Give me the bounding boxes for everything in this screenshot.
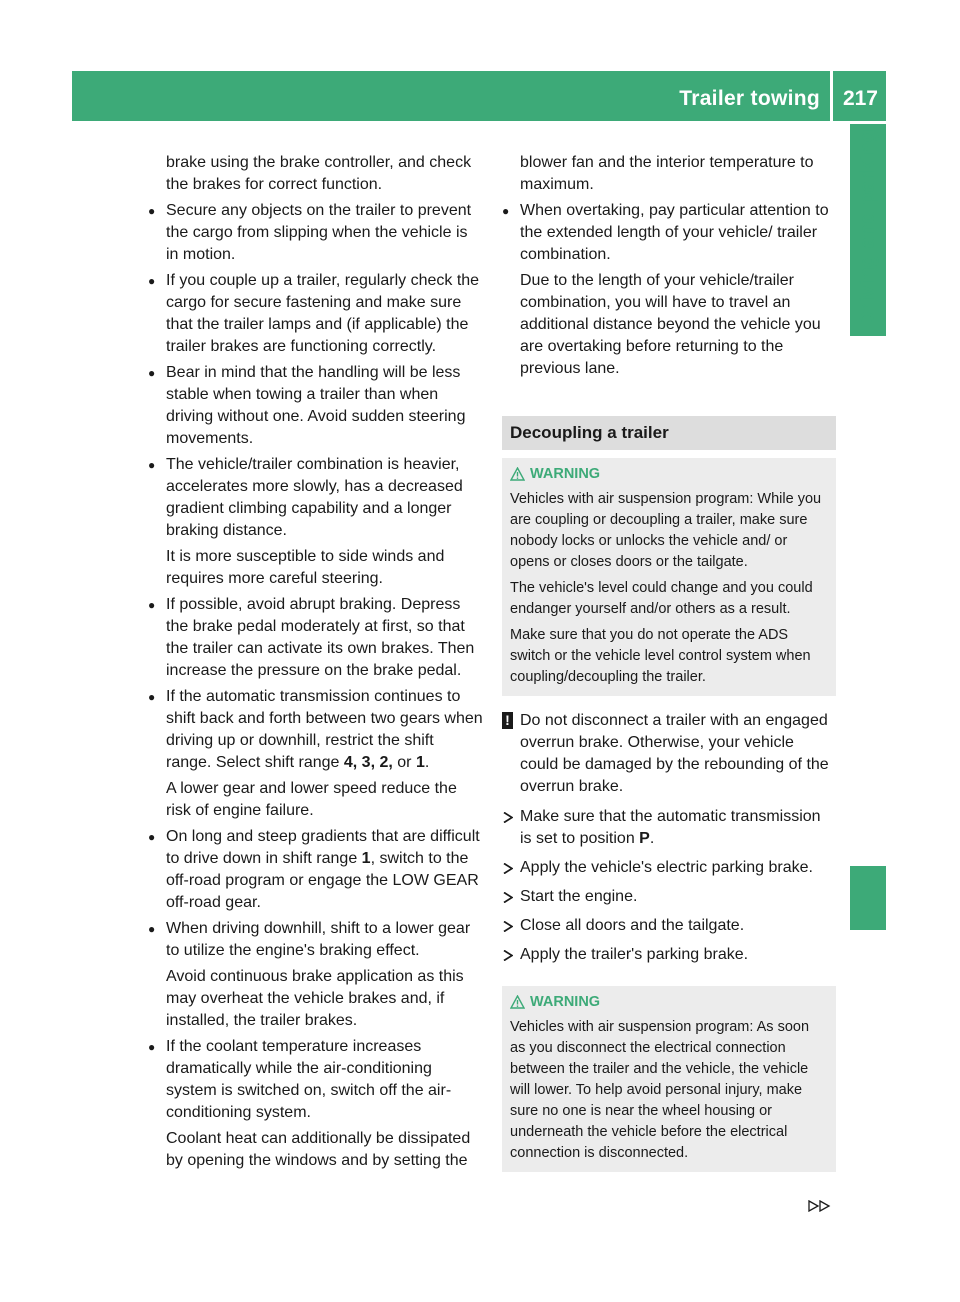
warning-header [510,464,828,485]
instruction-step: Apply the vehicle's electric parking brake. [502,857,836,879]
step-arrow-icon [503,921,513,932]
list-item-note: Due to the length of your vehicle/trailer combination, you will have to travel an additional distance beyond the vehicle you are overtaking before returning to the previous lane. [520,272,821,377]
list-item: ● When overtaking, pay particular attention to the extended length of your vehicle/ trailer combination. Due to the length of your vehicle/trailer combination, you will have to travel an additional distance beyond the vehicle you are overtaking before returning to the previous lane. [502,200,836,380]
instruction-step: Start the engine. [502,886,836,908]
intro-line: brake using the brake controller, and check [166,154,472,171]
exclamation-icon: ! [502,712,513,729]
list-item: ● If you couple up a trailer, regularly check the cargo for secure fastening and make sure that the trailer lamps and (if applicable) the trailer brakes are functioning correctly. [148,270,483,358]
list-item-note: Avoid continuous brake application as this may overheat the vehicle brakes and, if installed, the trailer brakes. [166,968,464,1029]
step-arrow-icon [503,863,513,874]
header-bar [72,71,886,121]
list-item-text: If the coolant temperature increases dramatically while the air-conditioning system is switched on, switch off the air-conditioning system. [166,1038,452,1121]
warning-box [502,458,836,696]
list-item-note: Coolant heat can additionally be dissipated by opening the windows and by setting the [166,1130,471,1169]
list-item: ● The vehicle/trailer combination is heavier, accelerates more slowly, has a decreased gradient climbing capability and a longer braking distance. It is more susceptible to side winds and requires more careful steering. [148,454,483,590]
step-arrow-icon [503,892,513,903]
left-column [148,152,483,1176]
list-item: ● If the coolant temperature increases dramatically while the air-conditioning system is switched on, switch off the air-conditioning system. Coolant heat can additionally be dissipated by opening the windows and by setting the [148,1036,483,1172]
list-item: ● When driving downhill, shift to a lower gear to utilize the engine's braking effect. Avoid continuous brake application as this may overheat the vehicle brakes and, if installed, the trailer brakes. [148,918,483,1032]
notice [502,710,836,798]
list-item-text: Bear in mind that the handling will be less stable when towing a trailer than when driving without one. Avoid sudden steering movements. [166,364,466,447]
step-arrow-icon [503,812,513,823]
list-item: ● If the automatic transmission continues to shift back and forth between two gears when driving up or downhill, restrict the shift range. Select shift range 4, 3, 2, or 1. A lower gear and lower speed reduce the risk of engine failure. [148,686,483,822]
continued-text: blower fan and the interior temperature to maximum. [520,154,814,193]
list-item-text: If the automatic transmission continues to shift back and forth between two gears when driving up or downhill, restrict the shift range. Select shift range 4, 3, 2, or 1. [166,688,483,771]
section-heading: Decoupling a trailer [502,416,836,450]
list-item-text: If possible, avoid abrupt braking. Depress the brake pedal moderately at first, so that the trailer can activate its own brakes. Then increase the pressure on the brake pedal. [166,596,475,679]
instruction-step: Close all doors and the tailgate. [502,915,836,937]
list-item-text: If you couple up a trailer, regularly check the cargo for secure fastening and make sure that the trailer lamps and (if applicable) the trailer brakes are functioning correctly. [166,272,480,355]
list-item-text: On long and steep gradients that are difficult to drive down in shift range 1, switch to the off-road program or engage the LOW GEAR off-road gear. [166,828,480,911]
list-item: ● On long and steep gradients that are difficult to drive down in shift range 1, switch to the off-road program or engage the LOW GEAR off-road gear. [148,826,483,914]
list-item-note: It is more susceptible to side winds and requires more careful steering. [166,548,445,587]
warning-text: Vehicles with air suspension program: While you are coupling or decoupling a trailer, make sure nobody locks or unlocks the vehicle and/ or opens or closes doors or the tailgate. [510,491,822,570]
list-item: ● If possible, avoid abrupt braking. Depress the brake pedal moderately at first, so that the trailer can activate its own brakes. Then increase the pressure on the brake pedal. [148,594,483,682]
instruction-step: Make sure that the automatic transmission is set to position P. [502,806,836,850]
continued-text [148,152,483,196]
list-item-text: When driving downhill, shift to a lower gear to utilize the engine's braking effect. [166,920,471,959]
instruction-step: Apply the trailer's parking brake. [502,944,836,966]
warning-label: WARNING [530,466,601,482]
list-item: ● Bear in mind that the handling will be less stable when towing a trailer than when driving without one. Avoid sudden steering movements. [148,362,483,450]
step-arrow-icon [503,950,513,961]
section-title: Trailer towing [679,87,820,110]
list-item-text: Secure any objects on the trailer to prevent the cargo from slipping when the vehicle is in motion. [166,202,472,263]
warning-text: The vehicle's level could change and you could endanger yourself and/or others as a result. [510,580,813,617]
page-number: 217 [842,87,878,110]
chapter-marker [850,866,886,930]
list-item: ● Secure any objects on the trailer to prevent the cargo from slipping when the vehicle is in motion. [148,200,483,266]
list-item-note: A lower gear and lower speed reduce the risk of engine failure. [166,780,457,819]
notice-text: Do not disconnect a trailer with an engaged overrun brake. Otherwise, your vehicle could be damaged by the rebounding of the overrun brake. [520,712,829,795]
warning-text: Make sure that you do not operate the ADS switch or the vehicle level control system when coupling/decoupling the trailer. [510,627,811,685]
warning-header [510,992,828,1013]
header-divider [830,71,833,121]
list-item-text: When overtaking, pay particular attention to the extended length of your vehicle/ trailer combination. [520,202,829,263]
continued-arrows-icon [808,1200,832,1212]
warning-triangle-icon [510,467,525,481]
warning-box [502,986,836,1172]
warning-label: WARNING [530,994,601,1010]
intro-line: the brakes for correct function. [166,176,383,193]
list-item-text: The vehicle/trailer combination is heavier, accelerates more slowly, has a decreased gradient climbing capability and a longer braking distance. [166,456,463,539]
right-column [502,152,836,1172]
warning-text: Vehicles with air suspension program: As soon as you disconnect the electrical connection between the trailer and the vehicle, the vehicle will lower. To help avoid personal injury, make sure no one is near the wheel housing or underneath the vehicle before the electrical connection is disconnected. [510,1019,810,1161]
chapter-label: Driving and parking [856,129,879,327]
warning-triangle-icon [510,995,525,1009]
